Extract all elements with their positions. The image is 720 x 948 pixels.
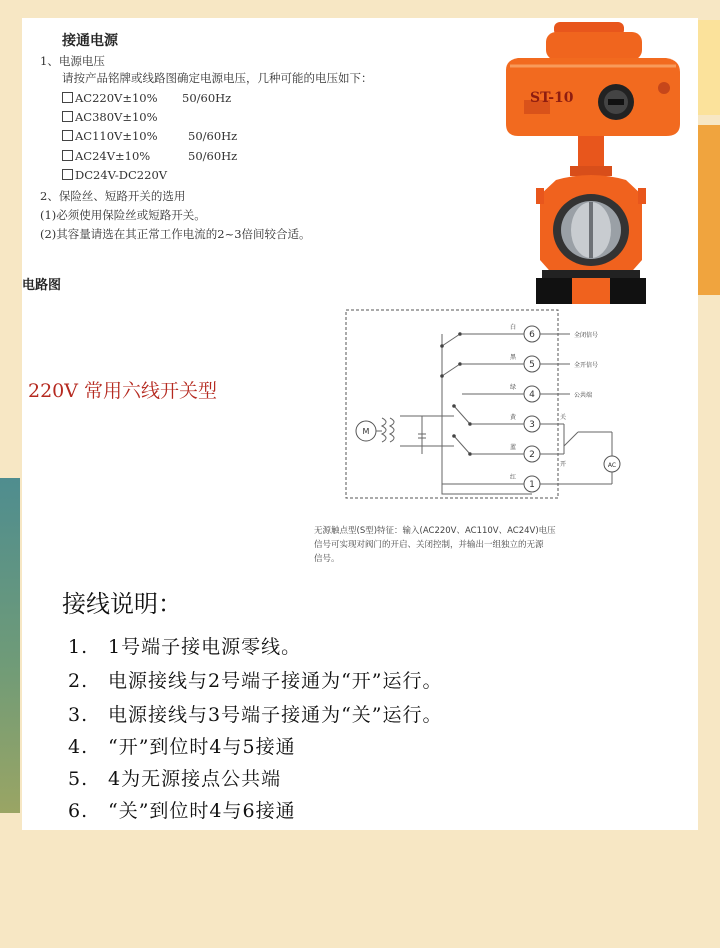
checkbox-icon [62,130,73,141]
voltage-freq: 50/60Hz [188,129,238,143]
motor-coil-icon [376,418,394,442]
valve-actuator-photo [496,20,696,310]
wire-color-label: 绿 [510,384,517,391]
wiring-step: 4. “开”到位时4与5接通 [68,736,296,758]
checkbox-icon [62,169,73,180]
voltage-option: AC24V±10% [62,149,150,163]
checkbox-icon [62,111,73,122]
wire-color-label: 黄 [510,414,517,421]
section1-desc: 请按产品铭牌或线路图确定电源电压，几种可能的电压如下： [62,71,373,85]
circuit-heading: 电路图 [22,278,62,293]
terminal-5-number: 5 [529,360,535,370]
voltage-option: AC380V±10% [62,110,158,124]
ac-source-label: AC [607,462,617,469]
close-label: 关 [560,414,567,421]
section2-line: (1)必须使用保险丝或短路开关。 [40,208,206,222]
terminal-1-number: 1 [529,480,535,490]
document-sheet [22,18,698,830]
circuit-diagram [342,306,662,516]
wiring-heading: 接线说明： [62,590,182,618]
terminal-6-number: 6 [529,330,535,340]
terminal-2-number: 2 [529,450,535,460]
wiring-step: 5. 4为无源接点公共端 [68,768,282,790]
wiring-step: 3. 电源接线与3号端子接通为“关”运行。 [68,704,443,726]
wiring-step: 1. 1号端子接电源零线。 [68,636,302,658]
signal-label-common: 公共端 [574,392,593,399]
checkbox-icon [62,150,73,161]
page-heading: 接通电源 [62,33,118,49]
checkbox-icon [62,92,73,103]
wire-color-label: 黑 [510,354,517,361]
voltage-option: DC24V-DC220V [62,168,167,182]
decor-strip-orange [698,125,720,295]
decor-strip-teal [0,478,20,813]
note-line: 无源触点型(S型)特征：输入(AC220V、AC110V、AC24V)电压 [314,526,556,536]
voltage-option: AC110V±10% [62,129,158,143]
signal-label-open: 全开信号 [574,362,599,369]
voltage-option: AC220V±10% [62,91,158,105]
motor-label: M [362,427,370,436]
voltage-freq: 50/60Hz [188,149,238,163]
wire-color-label: 红 [510,474,517,481]
circuit-title: 220V 常用六线开关型 [28,380,218,402]
wire-color-label: 蓝 [510,444,517,451]
note-line: 信号可实现对阀门的开启、关闭控制，并输出一组独立的无源 [314,540,544,550]
signal-label-closed: 全闭信号 [574,332,599,339]
wiring-step: 2. 电源接线与2号端子接通为“开”运行。 [68,670,443,692]
product-model-label: ST-10 [530,90,574,106]
wiring-step: 6. “关”到位时4与6接通 [68,800,296,822]
wire-color-label: 白 [510,324,517,331]
terminal-3-number: 3 [529,420,535,430]
section1-title: 1、电源电压 [40,54,105,68]
section2-title: 2、保险丝、短路开关的选用 [40,189,186,203]
note-line: 信号。 [314,554,340,564]
voltage-freq: 50/60Hz [182,91,232,105]
section2-line: (2)其容量请选在其正常工作电流的2~3倍间较合适。 [40,227,311,241]
decor-strip-yellow [698,20,720,115]
open-label: 开 [560,461,567,468]
terminal-4-number: 4 [529,390,535,400]
